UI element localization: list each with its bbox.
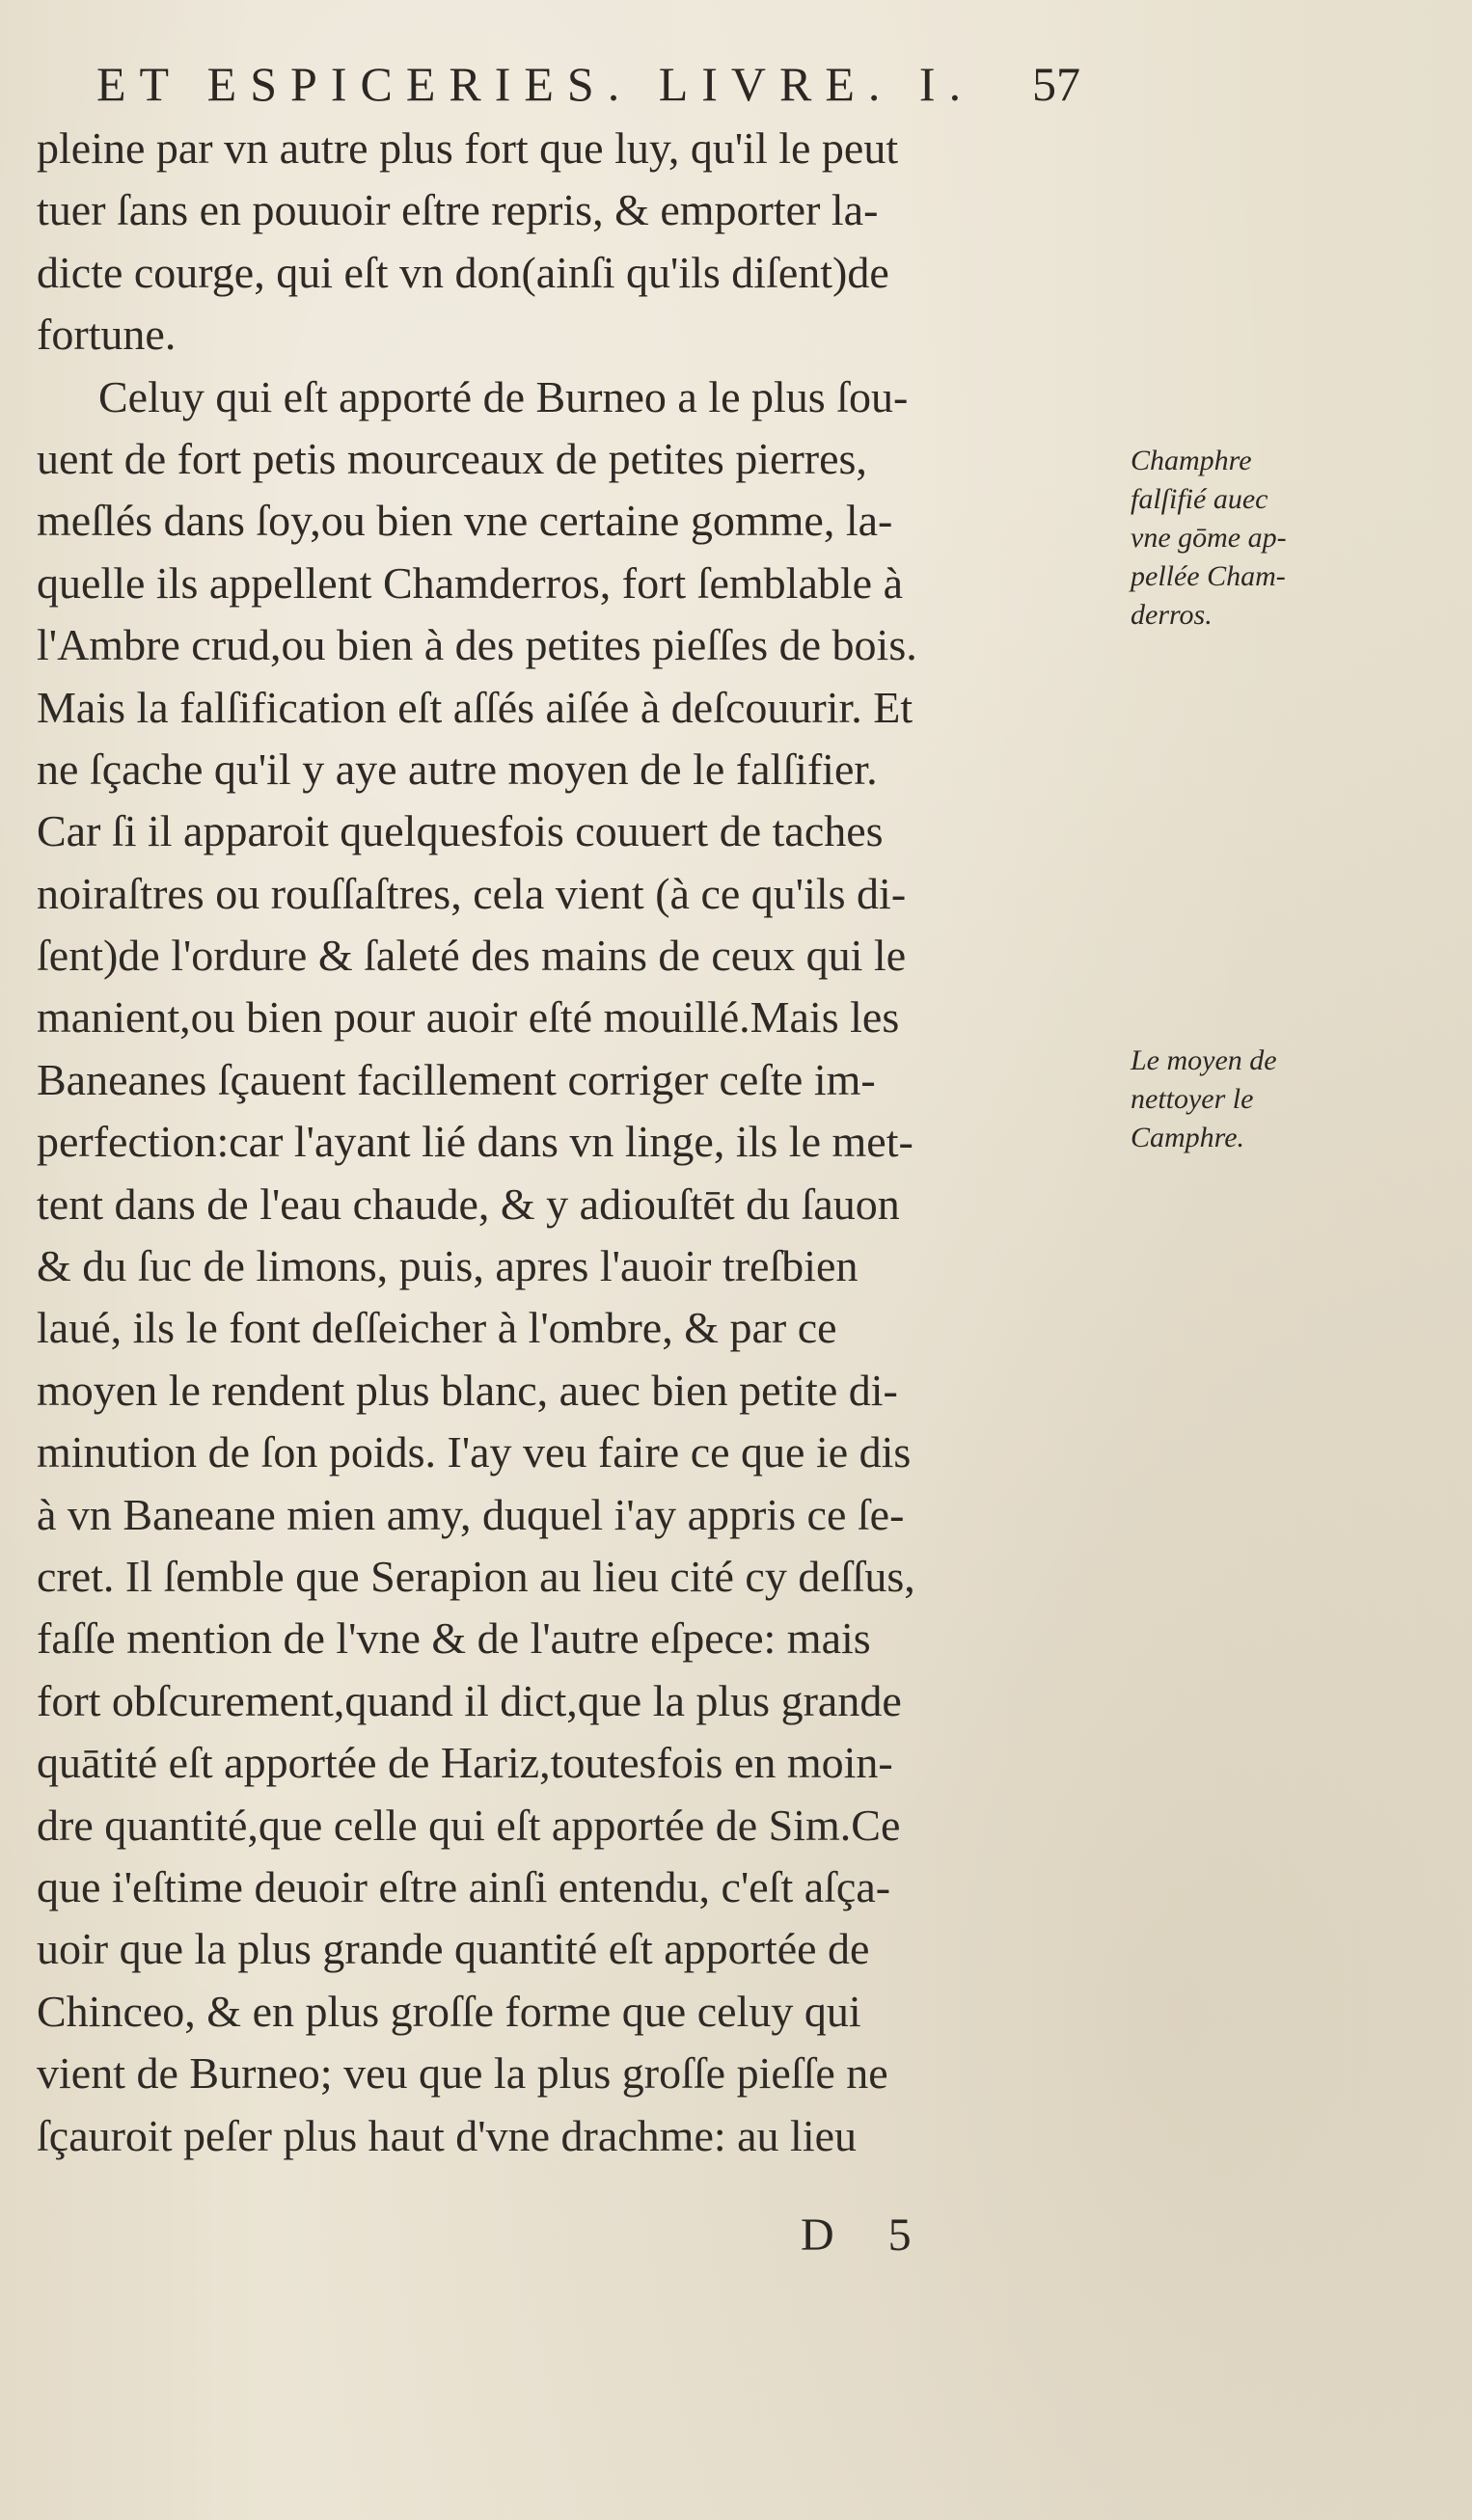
text-line: ne ſçache qu'il y aye autre moyen de le falſifier. — [37, 744, 878, 794]
page-number: 57 — [1032, 57, 1080, 111]
margin-note-line: Le moyen de — [1131, 1044, 1277, 1076]
margin-note-line: falſifié auec — [1131, 483, 1268, 515]
text-line: fort obſcurement,quand il dict,que la plus grande — [37, 1675, 902, 1725]
body-text — [37, 118, 1136, 2167]
text-line: ſçauroit peſer plus haut d'vne drachme: au lieu — [37, 2110, 858, 2160]
text-line: Mais la falſification eſt aſſés aiſée à deſcouurir. Et — [37, 682, 913, 732]
text-line: à vn Baneane mien amy, duquel i'ay appris ce ſe- — [37, 1489, 905, 1539]
margin-note-line: Camphre. — [1131, 1122, 1245, 1153]
text-line: laué, ils le font deſſeicher à l'ombre, & par ce — [37, 1303, 837, 1353]
margin-note-line: nettoyer le — [1131, 1083, 1254, 1115]
margin-note-line: derros. — [1131, 599, 1213, 631]
text-line: minution de ſon poids. I'ay veu faire ce que ie dis — [37, 1427, 912, 1477]
text-line: ſent)de l'ordure & ſaleté des mains de ceux qui le — [37, 931, 907, 981]
text-line: quātité eſt apportée de Hariz,toutesfois en moin- — [37, 1738, 893, 1788]
text-line: tuer ſans en pouuoir eſtre repris, & emporter la- — [37, 185, 879, 235]
text-line: & du ſuc de limons, puis, apres l'auoir treſbien — [37, 1241, 859, 1291]
text-line: que i'eſtime deuoir eſtre ainſi entendu, c'eſt aſça- — [37, 1861, 891, 1911]
text-line: meſlés dans ſoy,ou bien vne certaine gomme, la- — [37, 496, 893, 546]
text-line: uent de fort petis mourceaux de petites pierres, — [37, 433, 867, 483]
text-line: fortune. — [37, 310, 177, 360]
margin-note-camphor-adulterated — [1131, 442, 1287, 635]
text-line: vient de Burneo; veu que la plus groſſe pieſſe ne — [37, 2048, 888, 2099]
text-line: noiraſtres ou rouſſaſtres, cela vient (à ce qu'ils di- — [37, 868, 907, 918]
text-line: pleine par vn autre plus fort que luy, qu'il le peut — [37, 123, 899, 173]
text-line: perfection:car l'ayant lié dans vn linge, ils le met- — [37, 1117, 913, 1167]
text-line: cret. Il ſemble que Serapion au lieu cité cy deſſus, — [37, 1551, 915, 1601]
margin-note-line: Champhre — [1131, 445, 1252, 476]
text-line: dicte courge, qui eſt vn don(ainſi qu'ils diſent)de — [37, 247, 889, 297]
text-line: manient,ou bien pour auoir eſté mouillé.Mais les — [37, 992, 900, 1043]
text-line: dre quantité,que celle qui eſt apportée de Sim.Ce — [37, 1800, 901, 1850]
text-line: faſſe mention de l'vne & de l'autre eſpece: mais — [37, 1613, 871, 1664]
text-line: Baneanes ſçauent facillement corriger ceſte im- — [37, 1054, 876, 1104]
text-line: quelle ils appellent Chamderros, fort ſemblable à — [37, 557, 903, 608]
text-line: Celuy qui eſt apporté de Burneo a le plus ſou- — [98, 371, 909, 421]
margin-note-line: pellée Cham- — [1131, 560, 1286, 592]
running-head: ET ESPICERIES. LIVRE. I. — [96, 57, 975, 111]
text-line: l'Ambre crud,ou bien à des petites pieſſes de bois. — [37, 620, 917, 670]
text-line: Car ſi il apparoit quelquesfois couuert de taches — [37, 806, 884, 856]
margin-note-cleaning-camphor — [1131, 1042, 1277, 1157]
text-line: uoir que la plus grande quantité eſt apportée de — [37, 1924, 870, 1974]
signature-mark: D 5 — [801, 2209, 933, 2261]
text-line: tent dans de l'eau chaude, & y adiouſtēt du ſauon — [37, 1179, 900, 1229]
text-line: moyen le rendent plus blanc, auec bien petite di- — [37, 1365, 898, 1415]
text-line: Chinceo, & en plus groſſe forme que celuy qui — [37, 1986, 861, 2036]
margin-note-line: vne gōme ap- — [1131, 522, 1287, 554]
